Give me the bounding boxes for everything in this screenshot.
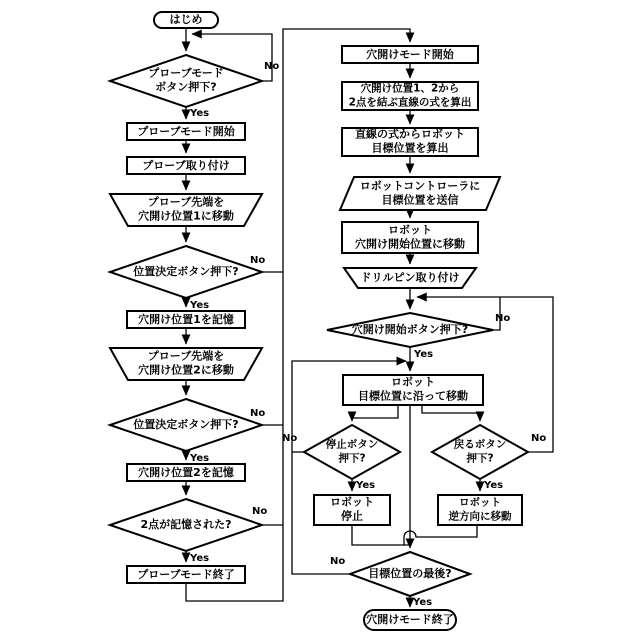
store-pos1-process-shape [127, 311, 245, 328]
end-terminal-label: 穴開けモード終了 [366, 612, 454, 626]
probe-attach-process-shape [127, 157, 245, 174]
move-to-pos1-label: プローブ先端を 穴開け位置1に移動 [138, 195, 234, 223]
stop-button-no-label: No [282, 433, 298, 444]
robot-reverse-process-shape [438, 495, 522, 525]
pos-decide2-no-label: No [250, 408, 266, 419]
stop-button-decision-shape [304, 425, 400, 479]
calc-target-process-shape [342, 128, 478, 156]
drill-mode-start-process-shape [342, 46, 478, 63]
drill-button-decision-shape [327, 313, 493, 347]
move-to-pos1-manual-shape [110, 194, 262, 226]
store-pos2-process-shape [127, 464, 245, 481]
back-button-decision-shape [432, 425, 528, 479]
robot-move-start-process-shape [342, 222, 478, 253]
last-target-decision-label: 目標位置の最後? [368, 566, 452, 580]
store-pos2-label: 穴開け位置2を記憶 [138, 465, 234, 479]
pos-decide1-no-label: No [250, 255, 266, 266]
stop-button-decision-label: 停止ボタン 押下? [325, 438, 379, 464]
robot-move-start-label: ロボット 穴開け開始位置に移動 [355, 223, 465, 251]
robot-follow-label: ロボット 目標位置に沿って移動 [358, 375, 468, 403]
calc-target-label: 直線の式からロボット 目標位置を算出 [355, 127, 465, 155]
two-points-label: 2点が記憶された? [140, 517, 232, 531]
probe-mode-yes-label: Yes [190, 108, 210, 119]
pos-decide1-yes-label: Yes [190, 300, 210, 311]
pos-decide1-label: 位置決定ボタン押下? [133, 264, 239, 278]
back-button-no-label: No [531, 433, 547, 444]
drill-pin-manual-shape [344, 268, 476, 288]
pos-decide2-decision-shape [110, 399, 262, 451]
back-button-decision-label: 戻るボタン 押下? [453, 438, 507, 464]
probe-mode-end-label: プローブモード終了 [137, 567, 235, 581]
probe-mode-button-decision-label: プローブモード ボタン押下? [148, 66, 224, 94]
stop-button-yes-label: Yes [356, 480, 376, 491]
two-points-yes-label: Yes [190, 553, 210, 564]
probe-mode-no-label: No [264, 61, 280, 72]
probe-mode-button-decision-shape [110, 55, 262, 107]
drill-button-yes-label: Yes [414, 349, 434, 360]
robot-reverse-label: ロボット 逆方向に移動 [448, 496, 512, 522]
pos-decide1-decision-shape [110, 246, 262, 298]
drill-button-decision-label: 穴開け開始ボタン押下? [351, 322, 469, 336]
last-target-no-label: No [330, 556, 346, 567]
drill-pin-label: ドリルピン取り付け [360, 270, 460, 284]
start-terminal-label: はじめ [169, 12, 203, 26]
drill-button-no-label: No [495, 313, 511, 324]
probe-mode-start-label: プローブモード開始 [137, 124, 235, 138]
robot-stop-label: ロボット 停止 [330, 495, 374, 523]
store-pos1-label: 穴開け位置1を記憶 [138, 312, 234, 326]
calc-line-label: 穴開け位置1、2から 2点を結ぶ直線の式を算出 [348, 82, 472, 108]
robot-stop-process-shape [314, 495, 390, 525]
robot-follow-process-shape [343, 375, 483, 405]
move-to-pos2-label: プローブ先端を 穴開け位置2に移動 [138, 349, 234, 377]
send-target-io-shape [340, 177, 500, 210]
back-button-yes-label: Yes [484, 480, 504, 491]
last-target-yes-label: Yes [413, 597, 433, 608]
end-terminal-shape [364, 610, 456, 630]
calc-line-process-shape [342, 82, 478, 110]
two-points-decision-shape [110, 499, 262, 551]
probe-attach-label: プローブ取り付け [142, 158, 230, 172]
last-target-decision-shape [350, 552, 470, 596]
send-target-label: ロボットコントローラに 目標位置を送信 [359, 179, 481, 207]
start-terminal-shape [154, 12, 218, 28]
pos-decide2-label: 位置決定ボタン押下? [133, 417, 239, 431]
pos-decide2-yes-label: Yes [190, 453, 210, 464]
move-to-pos2-manual-shape [110, 348, 262, 380]
drill-mode-start-label: 穴開けモード開始 [366, 47, 454, 61]
two-points-no-label: No [252, 506, 268, 517]
probe-mode-end-process-shape [127, 566, 245, 583]
probe-mode-start-process-shape [127, 123, 245, 140]
